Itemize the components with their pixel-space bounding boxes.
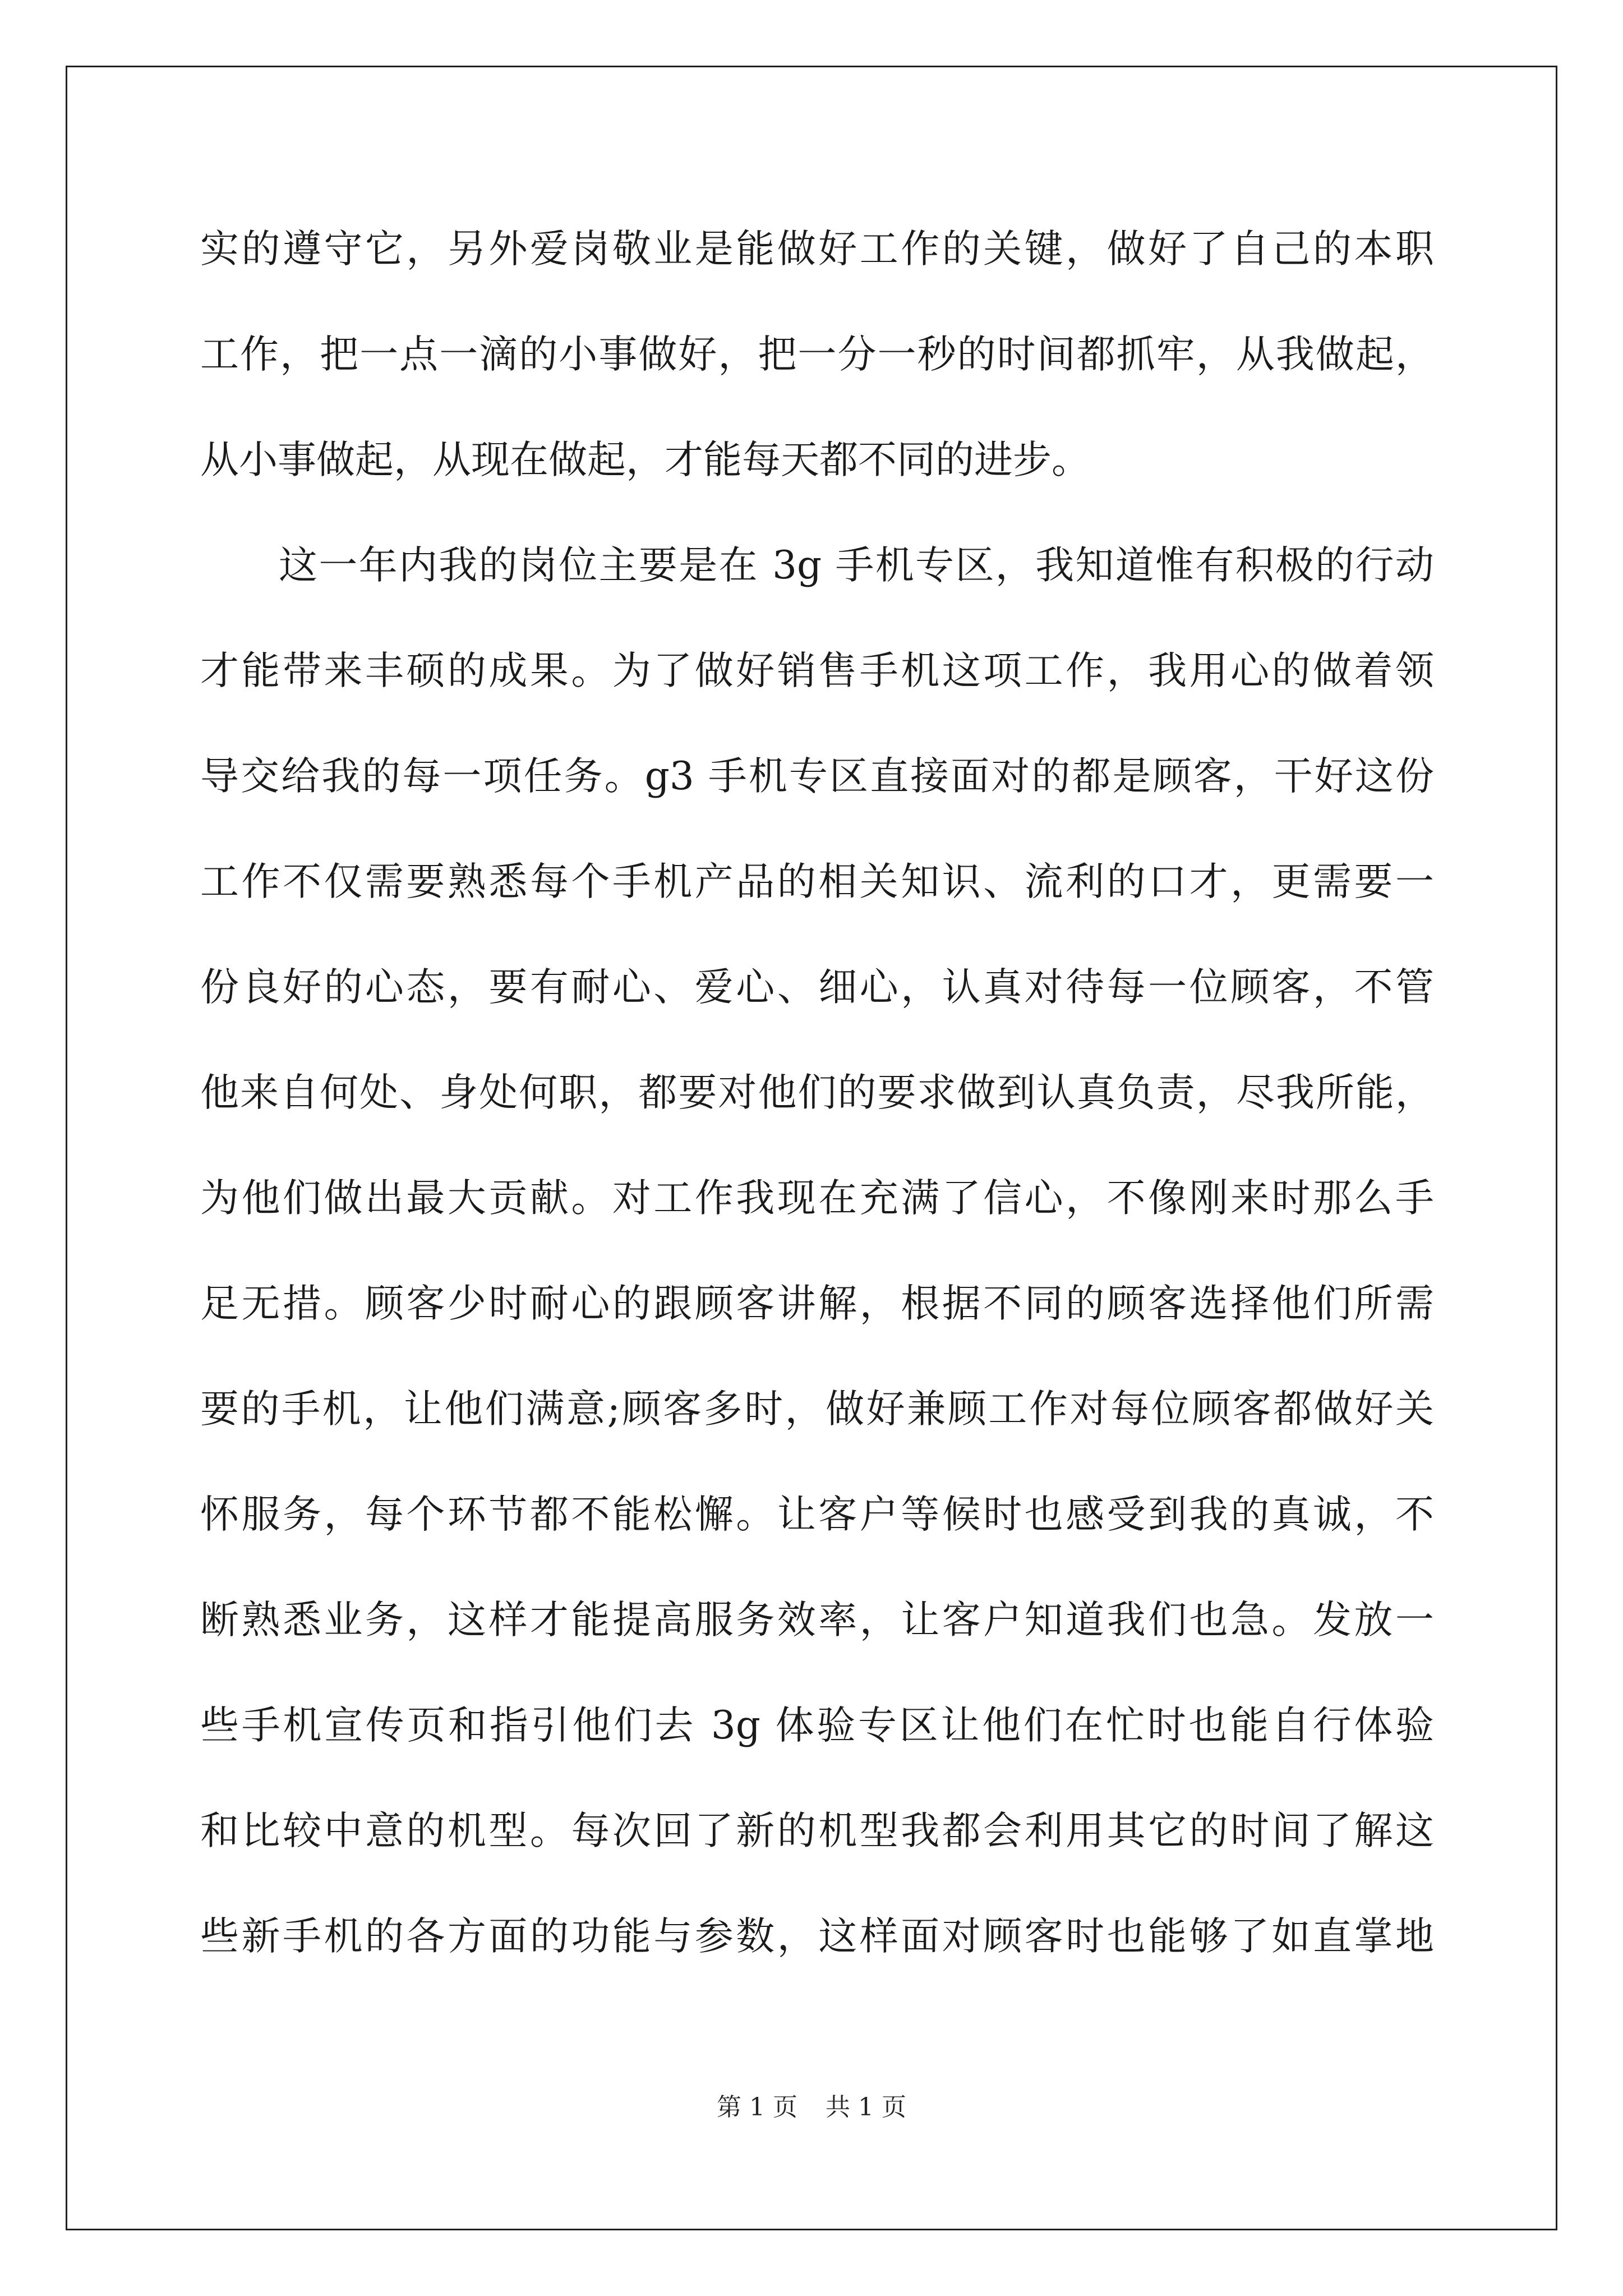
text-line: 实的遵守它，另外爱岗敬业是能做好工作的关键，做好了自己的本职: [200, 227, 1434, 272]
text-line: 和比较中意的机型。每次回了新的机型我都会利用其它的时间了解这: [200, 1809, 1434, 1853]
text-line: 工作不仅需要熟悉每个手机产品的相关知识、流利的口才，更需要一: [200, 859, 1434, 904]
text-line: 些新手机的各方面的功能与参数，这样面对顾客时也能够了如直掌地: [200, 1914, 1434, 1959]
text-line: 才能带来丰硕的成果。为了做好销售手机这项工作，我用心的做着领: [200, 648, 1434, 693]
text-line: 断熟悉业务，这样才能提高服务效率，让客户知道我们也急。发放一: [200, 1598, 1434, 1642]
text-line: 些手机宣传页和指引他们去 3g 体验专区让他们在忙时也能自行体验: [200, 1703, 1434, 1748]
page-footer: [0, 2087, 1623, 2123]
text-line: 导交给我的每一项任务。g3 手机专区直接面对的都是顾客，干好这份: [200, 754, 1434, 799]
text-line: 份良好的心态，要有耐心、爱心、细心，认真对待每一位顾客，不管: [200, 965, 1434, 1010]
document-body: [200, 196, 1434, 1989]
page-number: 第 1 页: [717, 2093, 797, 2122]
text-line: 要的手机，让他们满意;顾客多时，做好兼顾工作对每位顾客都做好关: [200, 1387, 1434, 1432]
text-line: 足无措。顾客少时耐心的跟顾客讲解，根据不同的顾客选择他们所需: [200, 1281, 1434, 1326]
text-line: 为他们做出最大贡献。对工作我现在充满了信心，不像刚来时那么手: [200, 1176, 1434, 1221]
text-line: 从小事做起，从现在做起，才能每天都不同的进步。: [200, 438, 1090, 482]
text-line: 他来自何处、身处何职，都要对他们的要求做到认真负责，尽我所能，: [200, 1070, 1434, 1115]
text-line: 怀服务，每个环节都不能松懈。让客户等候时也感受到我的真诚，不: [200, 1492, 1434, 1537]
text-line: 这一年内我的岗位主要是在 3g 手机专区，我知道惟有积极的行动: [279, 543, 1434, 588]
page-total: 共 1 页: [826, 2093, 906, 2122]
text-line: 工作，把一点一滴的小事做好，把一分一秒的时间都抓牢，从我做起，: [200, 332, 1434, 377]
